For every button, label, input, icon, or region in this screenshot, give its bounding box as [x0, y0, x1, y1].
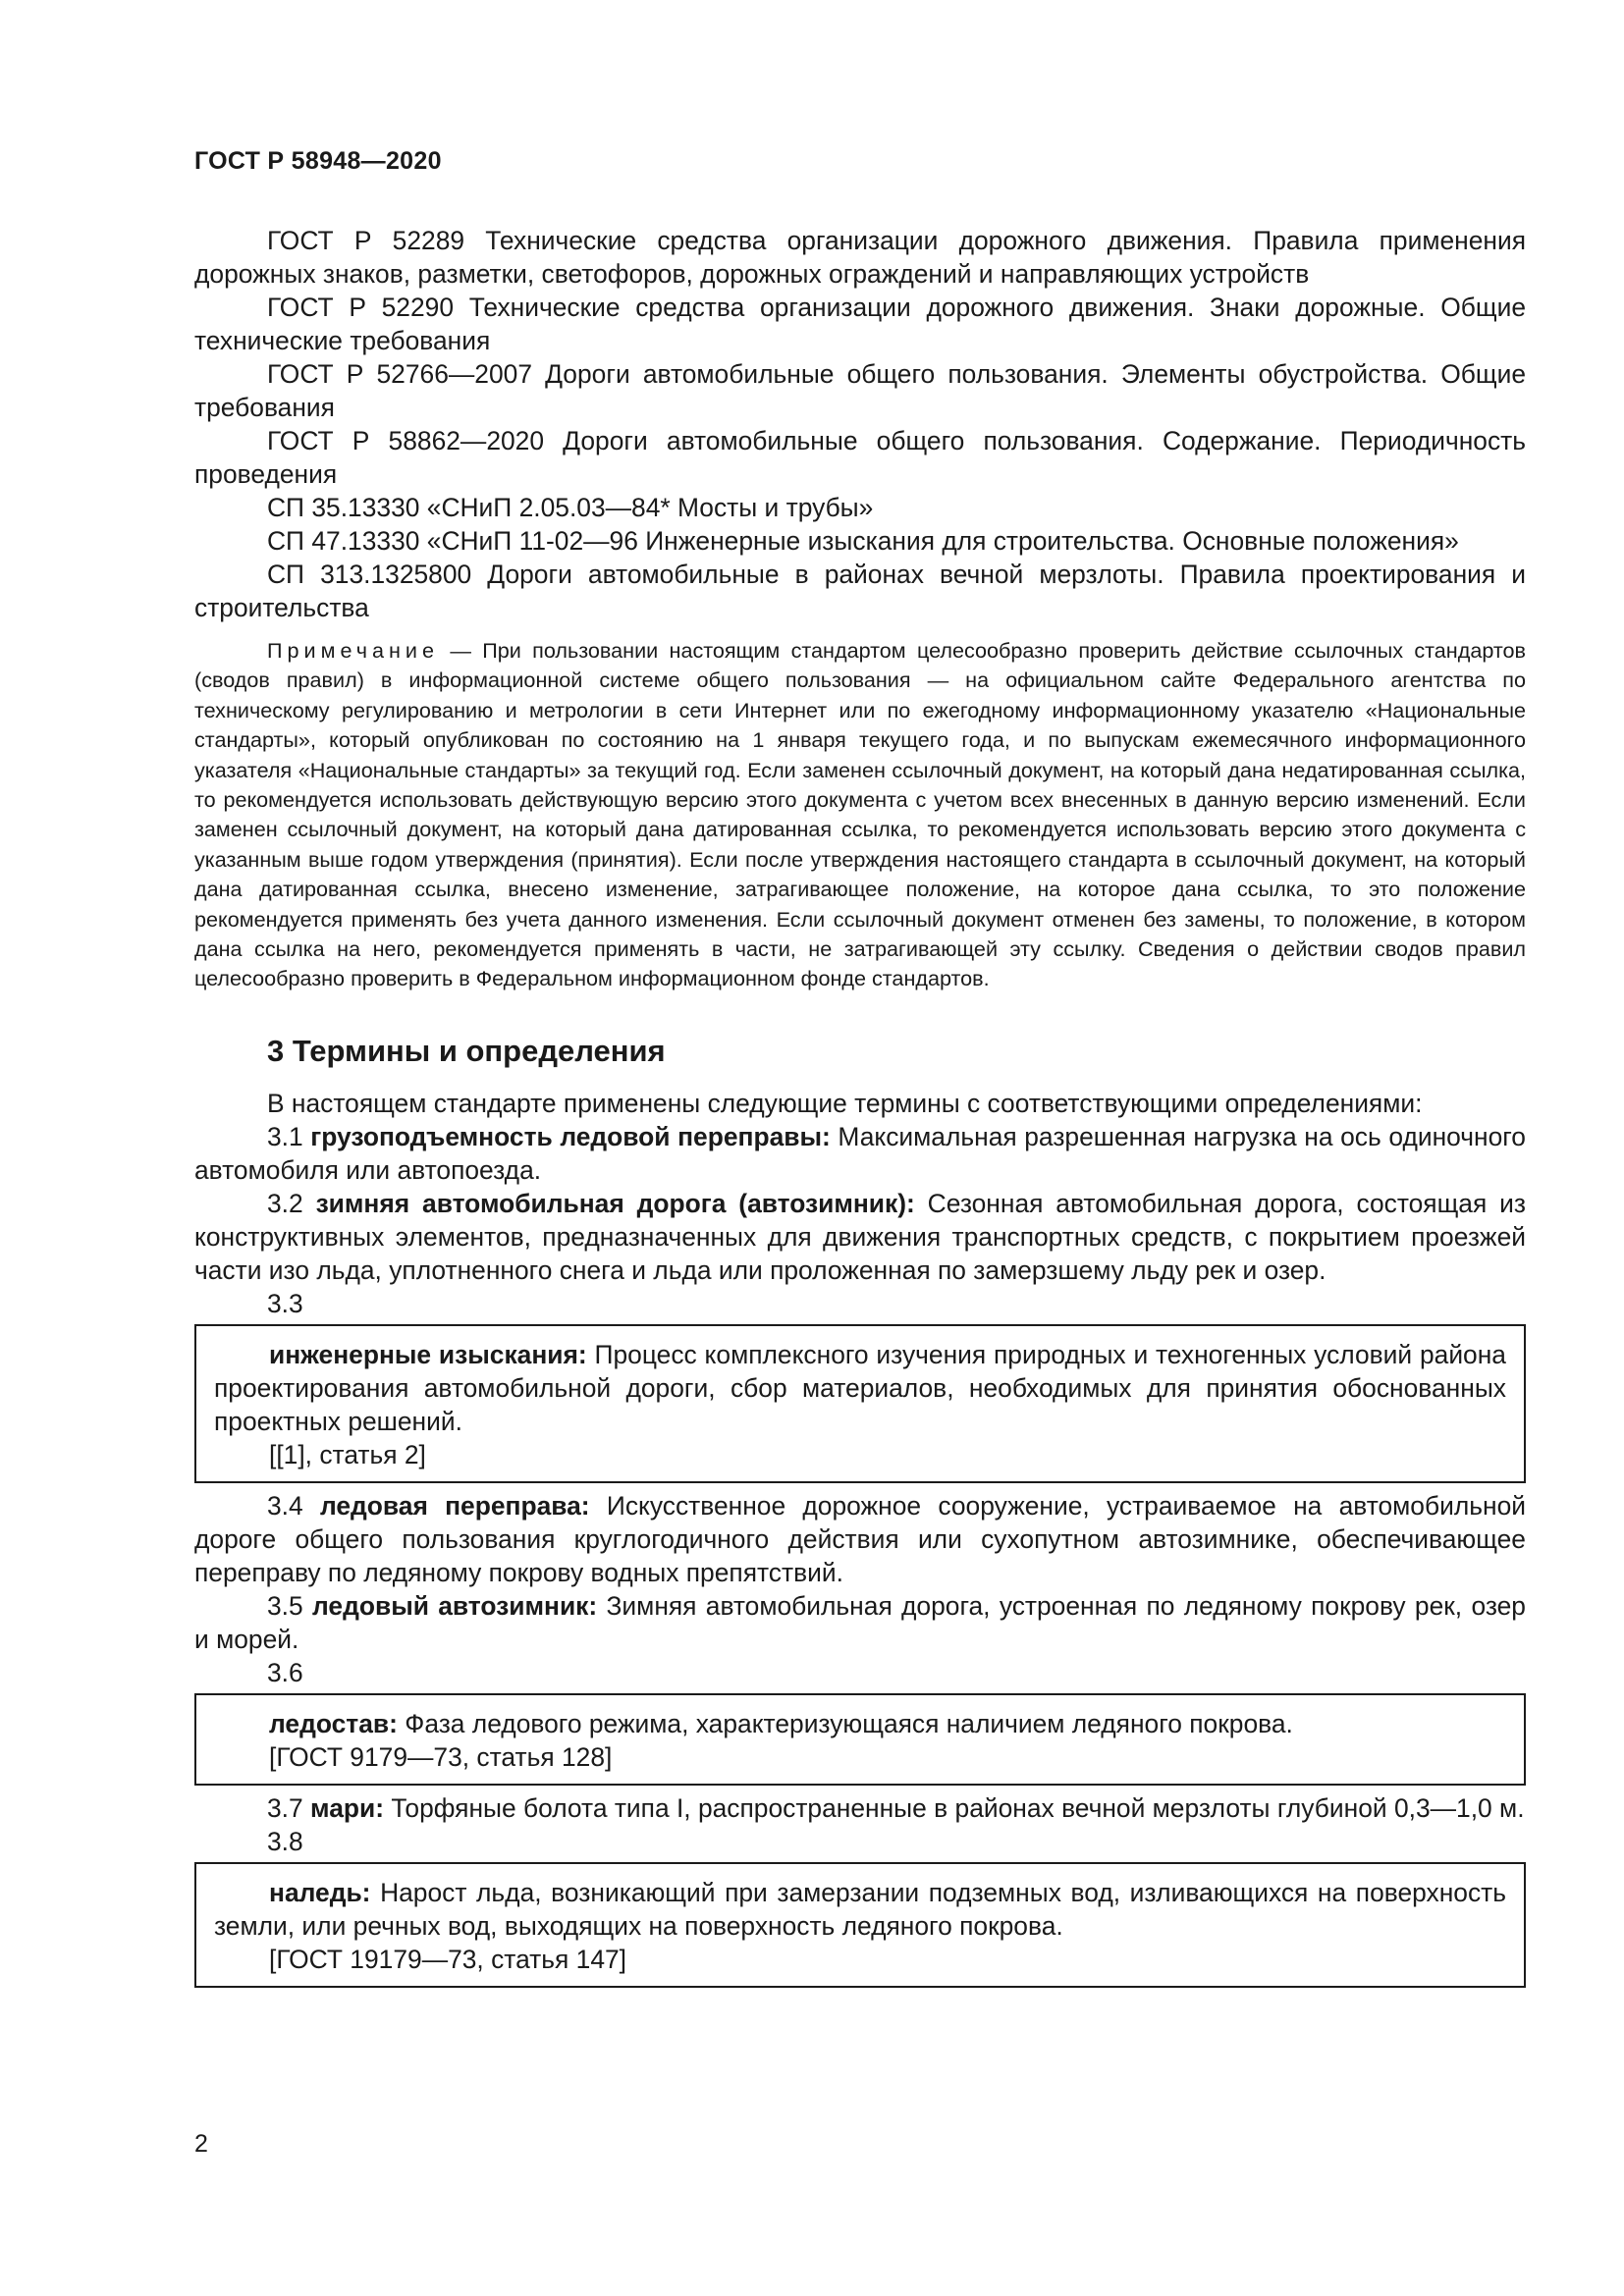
term-number: 3.2: [267, 1188, 316, 1218]
reference-item: ГОСТ Р 52766—2007 Дороги автомобильные общего пользования. Элементы обустройства. Общие требования: [194, 359, 1526, 422]
term-definition: Искусственное дорожное сооружение, устраиваемое на автомобильной дороге общего пользования круглогодичного действия или сухопутном автозимнике, обеспечивающее переправу по ледяному покрову водных препятствий.: [194, 1490, 1526, 1587]
term-entry: [194, 1120, 1526, 1187]
term-entry: [214, 1707, 1506, 1740]
note-label: Примечание: [267, 638, 439, 663]
borrowed-term-box: [194, 1693, 1526, 1786]
reference-item: СП 47.13330 «СНиП 11-02—96 Инженерные изыскания для строительства. Основные положения»: [267, 526, 1459, 556]
term-number: 3.4: [267, 1490, 320, 1521]
term-number: 3.1: [267, 1121, 311, 1151]
term-name: ледовая переправа:: [319, 1490, 590, 1521]
term-entry: [194, 1791, 1526, 1825]
term-number: 3.3: [267, 1288, 303, 1318]
term-source: [ГОСТ 19179—73, статья 147]: [269, 1944, 627, 1974]
borrowed-term-box: [194, 1862, 1526, 1988]
reference-item: СП 35.13330 «СНиП 2.05.03—84* Мосты и трубы»: [267, 493, 874, 522]
term-entry: [194, 1187, 1526, 1287]
term-definition: Торфяные болота типа I, распространенные в районах вечной мерзлоты глубиной 0,3—1,0 м.: [384, 1792, 1525, 1823]
term-entry: [194, 1489, 1526, 1589]
term-definition: Сезонная автомобильная дорога, состоящая из конструктивных элементов, предназначенных для движения транспортных средств, с покрытием проезжей части изо льда, уплотненного снега и льда или проложенная по замерзшему льду рек и озер.: [194, 1188, 1526, 1285]
section-heading: 3 Термины и определения: [267, 1033, 666, 1068]
term-source: [[1], статья 2]: [269, 1439, 426, 1469]
term-source: [ГОСТ 9179—73, статья 128]: [269, 1741, 613, 1772]
term-name: грузоподъемность ледовой переправы:: [310, 1121, 831, 1151]
term-name: мари:: [310, 1792, 385, 1823]
note-text: При пользовании настоящим стандартом целесообразно проверить действие ссылочных стандартов (сводов правил) в информационной системе общего пользования — на официальном сайте Федерального агентства по техническому регулированию и метрологии в сети Интернет или по ежегодному информационному указателю «Национальные стандарты», который опубликован по состоянию на 1 января текущего года, и по выпускам ежемесячного информационного указателя «Национальные стандарты» за текущий год. Если заменен ссылочный документ, на который дана недатированная ссылка, то рекомендуется использовать действующую версию этого документа с учетом всех внесенных в данную версию изменений. Если заменен ссылочный документ, на который дана датированная ссылка, то рекомендуется использовать версию этого документа с указанным выше годом утверждения (принятия). Если после утверждения настоящего стандарта в ссылочный документ, на который дана датированная ссылка, внесено изменение, затрагивающее положение, на которое дана ссылка, то это положение рекомендуется применять без учета данного изменения. Если ссылочный документ отменен без замены, то положение, в котором дана ссылка на него, рекомендуется применять в части, не затрагивающей эту ссылку. Сведения о действии сводов правил целесообразно проверить в Федеральном информационном фонде стандартов.: [194, 638, 1527, 991]
term-entry: [194, 1589, 1526, 1656]
term-definition: Зимняя автомобильная дорога, устроенная по ледяному покрову рек, озер и морей.: [194, 1590, 1526, 1654]
term-number: 3.7: [267, 1792, 311, 1823]
term-entry: [214, 1876, 1506, 1943]
term-name: зимняя автомобильная дорога (автозимник):: [315, 1188, 915, 1218]
term-definition: Фаза ледового режима, характеризующаяся наличием ледяного покрова.: [397, 1708, 1293, 1738]
note-paragraph: [194, 636, 1526, 994]
term-number: 3.6: [267, 1657, 303, 1687]
note-dash: —: [439, 638, 483, 663]
term-definition: Максимальная разрешенная нагрузка на ось одиночного автомобиля или автопоезда.: [194, 1121, 1526, 1185]
reference-item: ГОСТ Р 52290 Технические средства организации дорожного движения. Знаки дорожные. Общие технические требования: [194, 293, 1526, 355]
borrowed-term-box: [194, 1324, 1526, 1483]
running-header: ГОСТ Р 58948—2020: [194, 147, 442, 175]
term-name: ледостав:: [269, 1708, 398, 1738]
term-entry: [214, 1338, 1506, 1438]
term-number: 3.8: [267, 1826, 303, 1856]
term-name: инженерные изыскания:: [269, 1339, 587, 1369]
normative-references-list: [194, 224, 1526, 624]
reference-item: СП 313.1325800 Дороги автомобильные в районах вечной мерзлоты. Правила проектирования и строительства: [194, 560, 1526, 622]
reference-item: ГОСТ Р 58862—2020 Дороги автомобильные общего пользования. Содержание. Периодичность проведения: [194, 426, 1526, 489]
term-name: ледовый автозимник:: [312, 1590, 598, 1621]
page-number: 2: [194, 2130, 208, 2158]
term-number: 3.5: [267, 1590, 312, 1621]
term-definition: Процесс комплексного изучения природных и техногенных условий района проектирования автомобильной дороги, сбор материалов, необходимых для принятия обоснованных проектных решений.: [214, 1339, 1506, 1436]
page-content: [194, 224, 1526, 1994]
term-name: наледь:: [269, 1877, 371, 1907]
term-definition: Нарост льда, возникающий при замерзании подземных вод, изливающихся на поверхность земли, или речных вод, выходящих на поверхность ледяного покрова.: [214, 1877, 1506, 1941]
section-intro: В настоящем стандарте применены следующие термины с соответствующими определениями:: [267, 1088, 1423, 1118]
reference-item: ГОСТ Р 52289 Технические средства организации дорожного движения. Правила применения дорожных знаков, разметки, светофоров, дорожных ограждений и направляющих устройств: [194, 226, 1526, 289]
